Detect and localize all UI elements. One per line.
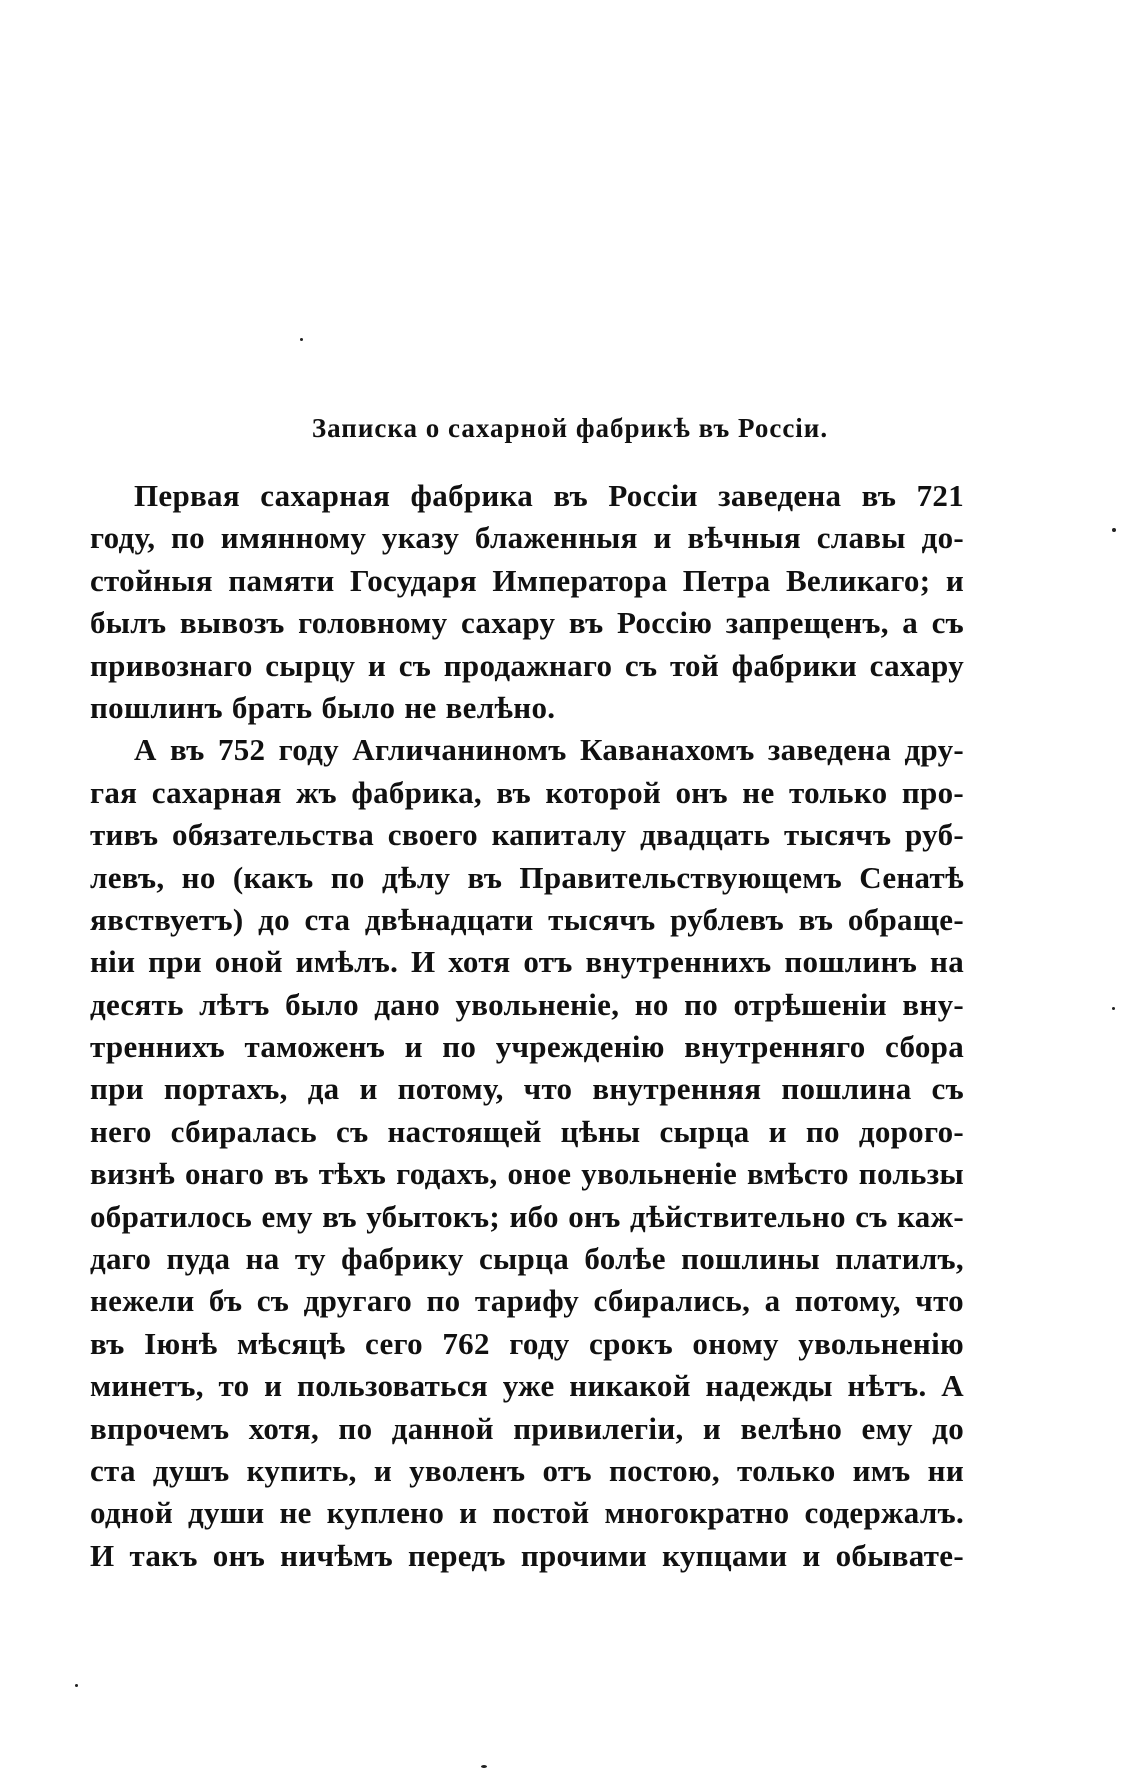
text-line: А въ 752 году Агличаниномъ Каванахомъ заведена дру- [134, 732, 964, 768]
text-line: привознаго сырцу и съ продажнаго съ той фабрики сахару [90, 647, 964, 683]
text-line: десять лѣтъ было дано увольненіе, но по отрѣшеніи вну- [90, 986, 964, 1022]
text-line: треннихъ таможенъ и по учрежденію внутренняго сбора [90, 1029, 964, 1065]
text-line: нежели бъ съ другаго по тарифу сбирались, а потому, что [90, 1283, 964, 1319]
scan-speck [1112, 528, 1116, 532]
document-title: Записка о сахарной фабрикѣ въ Россіи. [311, 413, 829, 443]
text-line: И такъ онъ ничѣмъ передъ прочими купцами и обывате- [90, 1537, 964, 1573]
text-line: одной души не куплено и постой многократно содержалъ. [90, 1495, 964, 1531]
text-line: визнѣ онаго въ тѣхъ годахъ, оное увольненіе вмѣсто пользы [90, 1156, 964, 1192]
text-line: въ Іюнѣ мѣсяцѣ сего 762 году срокъ оному увольненію [90, 1325, 964, 1361]
text-line: при портахъ, да и потому, что внутренняя пошлина съ [90, 1071, 964, 1107]
text-line: даго пуда на ту фабрику сырца болѣе пошлины платилъ, [90, 1241, 964, 1277]
scan-speck [1112, 1007, 1115, 1010]
text-line: тивъ обязательства своего капиталу двадцать тысячъ руб- [90, 817, 964, 853]
text-line: Первая сахарная фабрика въ Россіи заведена въ 721 [134, 478, 964, 513]
scan-speck [75, 1684, 78, 1687]
text-line: гая сахарная жъ фабрика, въ которой онъ не только про- [90, 774, 964, 810]
text-line: обратилось ему въ убытокъ; ибо онъ дѣйствительно съ каж- [90, 1198, 964, 1234]
scan-speck [481, 1765, 487, 1768]
text-line: году, по имянному указу блаженныя и вѣчныя славы до- [90, 520, 964, 556]
text-line: левъ, но (какъ по дѣлу въ Правительствующемъ Сенатѣ [90, 859, 964, 895]
text-line: явствуетъ) до ста двѣнадцати тысячъ рублевъ въ обраще- [90, 901, 964, 937]
text-line: него сбиралась съ настоящей цѣны сырца и по дорого- [90, 1113, 964, 1149]
text-line: минетъ, то и пользоваться уже никакой надежды нѣтъ. А [90, 1368, 964, 1404]
text-line: впрочемъ хотя, по данной привилегіи, и велѣно ему до [90, 1410, 964, 1446]
text-line: ніи при оной имѣлъ. И хотя отъ внутреннихъ пошлинъ на [90, 944, 964, 980]
text-line: былъ вывозъ головному сахару въ Россію запрещенъ, а съ [90, 605, 964, 641]
body-text [90, 475, 964, 1577]
text-line: пошлинъ брать было не велѣно. [90, 689, 556, 725]
scan-speck [300, 338, 303, 341]
text-line: ста душъ купить, и уволенъ отъ постою, только имъ ни [90, 1452, 964, 1488]
text-line: стойныя памяти Государя Императора Петра Великаго; и [90, 562, 964, 598]
